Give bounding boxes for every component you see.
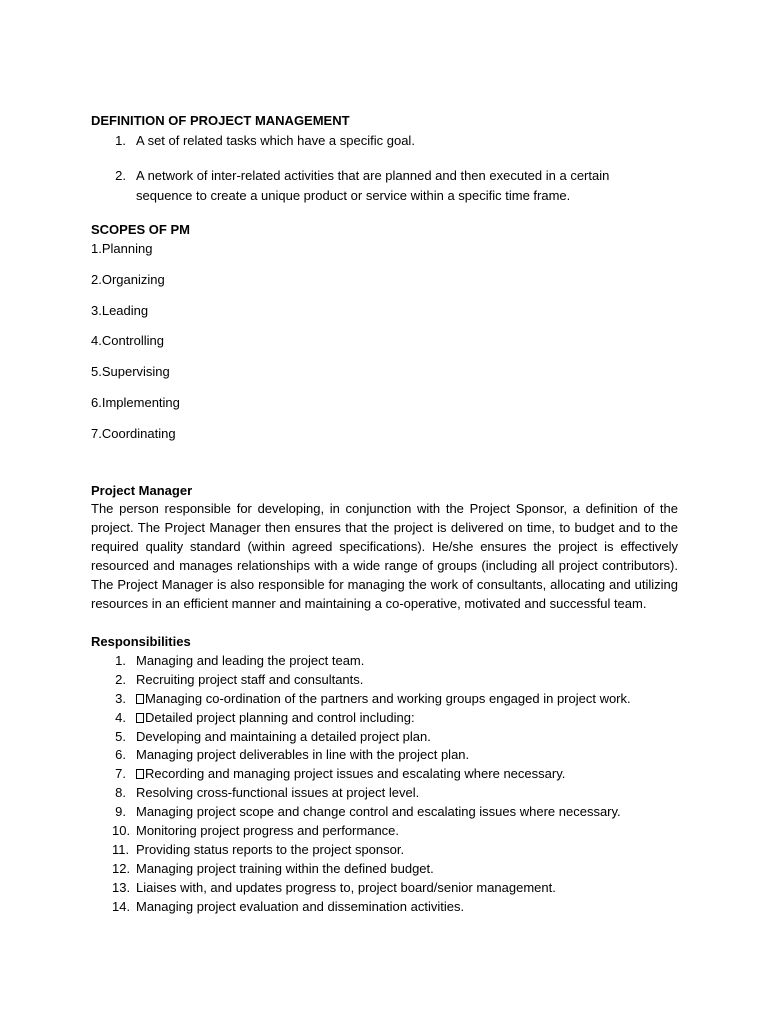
definition-heading: DEFINITION OF PROJECT MANAGEMENT — [91, 113, 350, 128]
definition-item-text-line2: sequence to create a unique product or service within a specific time frame. — [136, 188, 571, 203]
list-item-number: 13. — [112, 879, 131, 895]
list-item-text: Managing project evaluation and dissemination activities. — [136, 898, 465, 914]
list-item-text: Managing and leading the project team. — [136, 653, 365, 668]
list-item-content — [136, 690, 631, 709]
definition-item-number: 1. — [115, 133, 126, 148]
list-item-number: 3. — [115, 690, 126, 706]
list-item-number: 9. — [115, 804, 126, 820]
list-item-text: Monitoring project progress and performance. — [136, 823, 400, 839]
scope-item: 3.Leading — [91, 303, 149, 318]
scope-item: 6.Implementing — [91, 395, 180, 410]
list-item-text: Managing project deliverables in line with the project plan. — [136, 747, 470, 763]
list-item-number: 10. — [112, 823, 131, 839]
list-item-number: 1. — [115, 653, 126, 668]
list-item-text: Detailed project planning and control including: — [145, 709, 415, 725]
list-item-number: 7. — [115, 766, 126, 782]
list-item-number: 2. — [115, 671, 126, 687]
list-item-text: Managing project training within the defined budget. — [136, 860, 434, 876]
list-item — [0, 841, 768, 860]
list-item-text: Recruiting project staff and consultants. — [136, 671, 364, 687]
list-item-text: Recording and managing project issues and escalating where necessary. — [145, 766, 566, 782]
list-item-text: Providing status reports to the project sponsor. — [136, 841, 405, 857]
missing-glyph-icon — [136, 694, 144, 704]
project-manager-heading: Project Manager — [91, 483, 193, 498]
list-item — [0, 879, 768, 898]
list-item-number: 8. — [115, 785, 126, 801]
list-item-number: 5. — [115, 728, 126, 744]
missing-glyph-icon — [136, 713, 144, 723]
list-item-number: 11. — [112, 841, 130, 857]
definition-item-text: A set of related tasks which have a specific goal. — [136, 133, 415, 148]
project-manager-paragraph: The person responsible for developing, in conjunction with the Project Sponsor, a definition of the project. The Project Manager then ensures that the project is delivered on time, to budget and to the required quality standard (within agreed specifications). He/she ensures the project is effectively resourced and manages relationships with a wide range of groups (including all project contributors). The Project Manager is also responsible for managing the work of consultants, allocating and utilizing resources in an efficient manner and maintaining a co-operative, motivated and successful team. — [91, 501, 678, 611]
list-item-text: Liaises with, and updates progress to, project board/senior management. — [136, 879, 556, 895]
definition-item-text-line1: A network of inter-related activities that are planned and then executed in a certain — [136, 168, 610, 183]
list-item — [0, 746, 768, 765]
responsibilities-heading: Responsibilities — [91, 634, 191, 649]
list-item — [0, 728, 768, 747]
missing-glyph-icon — [136, 769, 144, 779]
scope-item: 1.Planning — [91, 241, 153, 256]
list-item — [0, 784, 768, 803]
list-item-number: 6. — [115, 747, 126, 763]
scope-item: 5.Supervising — [91, 364, 170, 379]
list-item-text: Developing and maintaining a detailed project plan. — [136, 728, 431, 744]
list-item-text: Managing co-ordination of the partners and working groups engaged in project work. — [145, 690, 631, 706]
list-item — [0, 690, 768, 709]
list-item — [0, 671, 768, 690]
scope-item: 2.Organizing — [91, 272, 165, 287]
scopes-heading: SCOPES OF PM — [91, 222, 190, 237]
definition-item-number: 2. — [115, 168, 126, 183]
list-item-content — [136, 709, 415, 728]
list-item-number: 14. — [112, 898, 131, 914]
list-item-number: 12. — [112, 860, 131, 876]
list-item — [0, 652, 768, 671]
responsibilities-list — [0, 652, 768, 916]
list-item — [0, 709, 768, 728]
list-item — [0, 765, 768, 784]
list-item-text: Managing project scope and change control and escalating issues where necessary. — [136, 804, 621, 820]
list-item-number: 4. — [115, 709, 126, 725]
list-item-content — [136, 765, 565, 784]
scope-item: 7.Coordinating — [91, 426, 176, 441]
list-item — [0, 898, 768, 917]
list-item — [0, 860, 768, 879]
list-item — [0, 822, 768, 841]
list-item — [0, 803, 768, 822]
scope-item: 4.Controlling — [91, 333, 164, 348]
list-item-text: Resolving cross-functional issues at project level. — [136, 785, 420, 801]
